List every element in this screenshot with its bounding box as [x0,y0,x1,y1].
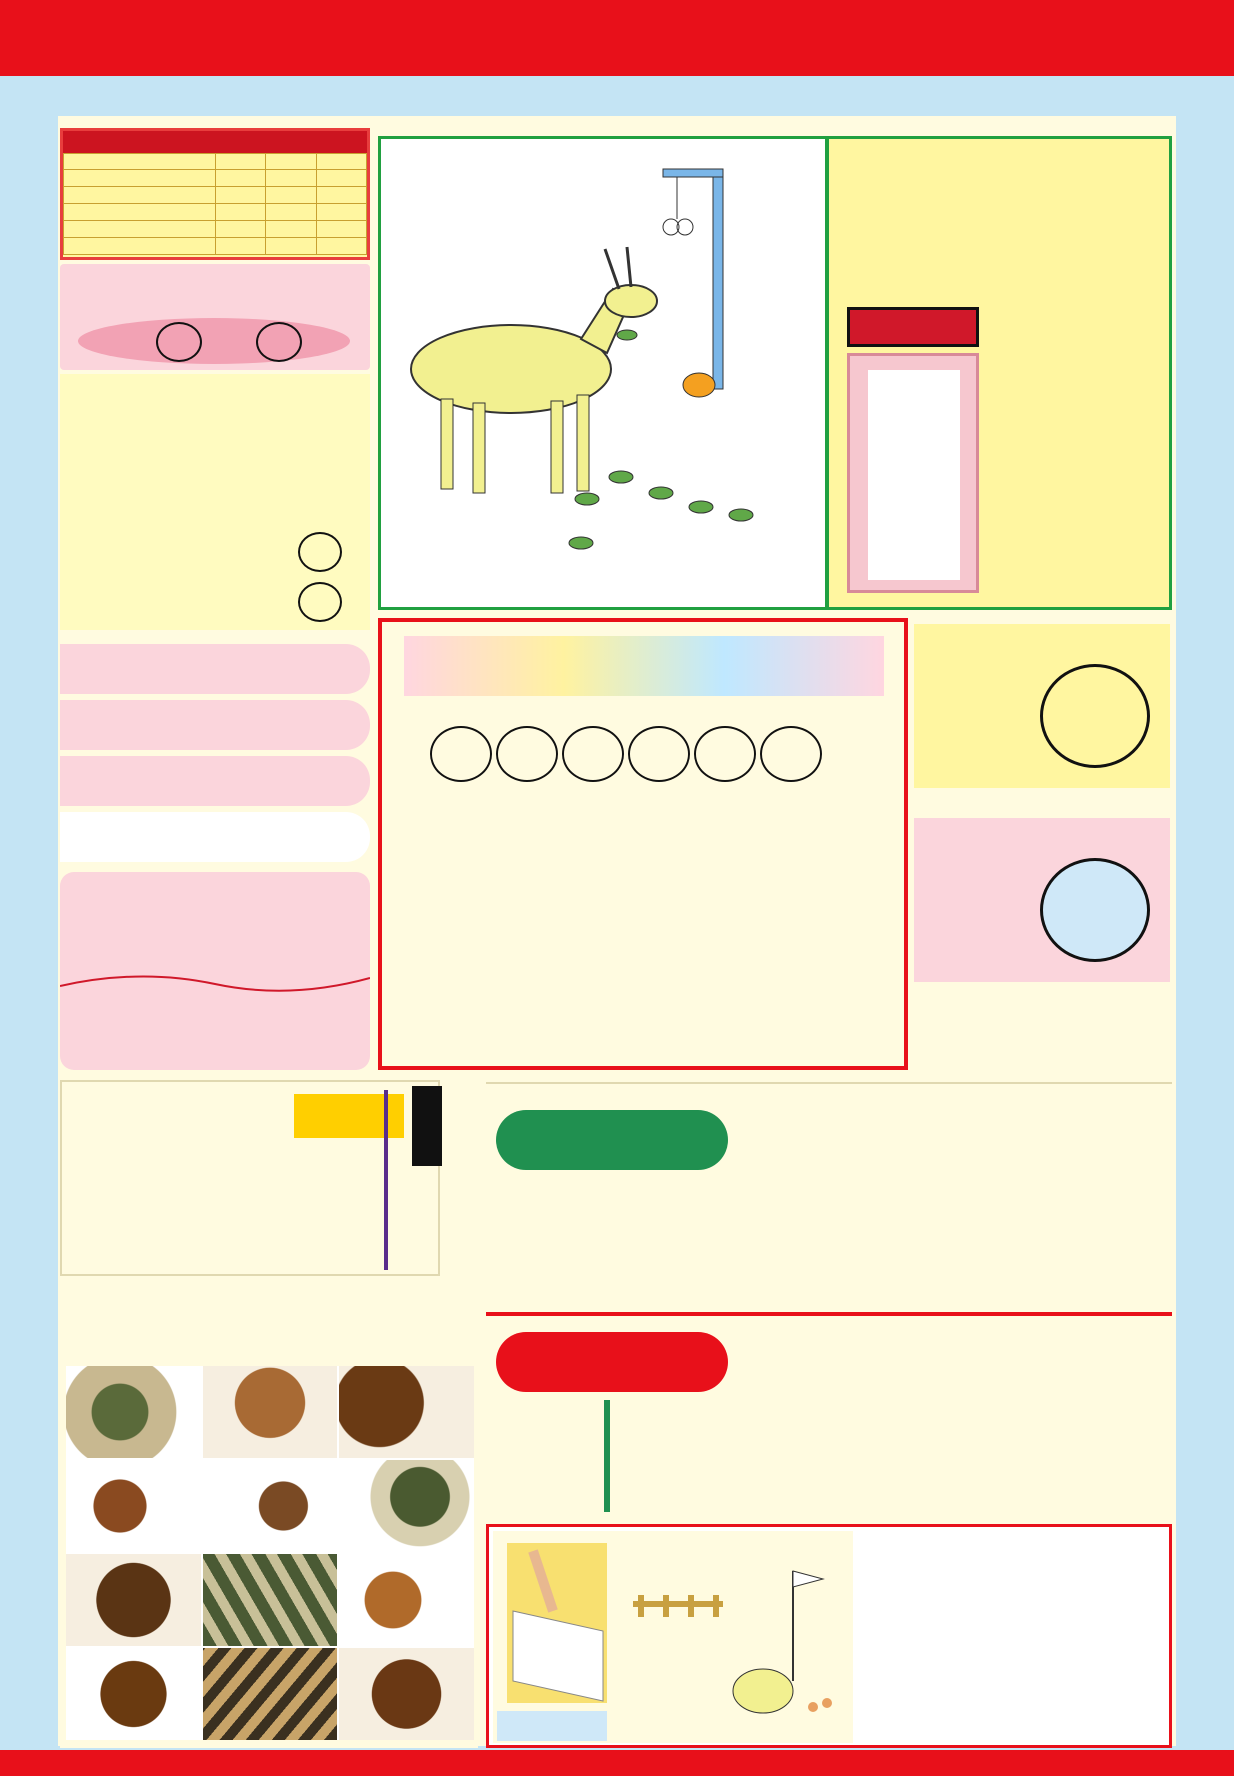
year-count-number [1040,664,1150,768]
provide-cell [316,238,367,255]
riddle-label [497,1711,607,1741]
sticker-label [412,1086,442,1166]
poem-paper [868,370,960,580]
provide-cell [316,204,367,221]
table-header [215,154,266,170]
provide-cell [316,170,367,187]
table-row [64,187,367,204]
hot-cell [215,170,266,187]
parity-hint [914,1018,1170,1076]
puzzle-tile [203,1460,338,1552]
weak-cell [266,221,317,238]
weak-cell [266,187,317,204]
analysis-title [404,636,884,696]
gate-number-table [60,128,370,260]
mystic-panel [60,1080,440,1276]
provide-cell [316,221,367,238]
computer-analysis-panel [378,618,908,1070]
footer-bar [0,1750,1234,1776]
lucky-row [60,756,370,806]
gate-cell [64,187,216,204]
table-header [316,154,367,170]
goat-picture [381,139,825,607]
puzzle-tile [339,1554,474,1646]
puzzle-tile [339,1460,474,1552]
table-row [64,204,367,221]
table-header [64,154,216,170]
year-count-panel [914,818,1170,982]
top-banner-strip [40,80,1190,110]
analysis-number [628,726,690,782]
poem-scroll [847,353,979,593]
cold-hot-panel [60,264,370,370]
year-count-number [1040,858,1150,962]
six-harmony-mystery-panel [826,136,1172,610]
weak-cell [266,204,317,221]
riddle-panel [486,1524,1172,1748]
puzzle-tile [203,1648,338,1740]
analysis-number [694,726,756,782]
provide-number-2 [298,582,342,622]
header-bar [0,0,1234,76]
special-open-divider [604,1400,610,1512]
weak-cell [266,238,317,255]
total-open-label [496,1110,728,1170]
puzzle-tile [66,1648,201,1740]
gate-cell [64,204,216,221]
year-count-panel [914,624,1170,788]
cold-hot-ellipse [78,318,350,364]
puzzle-tile [203,1366,338,1458]
special-number-panel [60,374,370,630]
goat-illustration [378,136,828,610]
right-banner-strip [1190,112,1220,1732]
weak-cell [266,170,317,187]
gate-table [63,153,367,255]
hot-cell [215,204,266,221]
table-row [64,170,367,187]
puzzle-tile [339,1648,474,1740]
table-row [64,221,367,238]
puzzle-grid [66,1366,474,1740]
left-banner-strip [14,112,44,1732]
table-header [266,154,317,170]
gate-cell [64,170,216,187]
special-open-label [496,1332,728,1392]
contribution-panel [60,872,370,1070]
lucky-row [60,700,370,750]
table-row [64,238,367,255]
wave-line [60,968,370,998]
table-title [63,131,367,153]
lucky-row [60,812,370,862]
puzzle-tile [66,1554,201,1646]
cold-hot-number-1 [156,322,202,362]
gate-cell [64,238,216,255]
total-open-panel [486,1082,1172,1308]
hot-cell [215,238,266,255]
analysis-numbers [430,726,826,782]
provide-number-1 [298,532,342,572]
gate-cell [64,221,216,238]
puzzle-tile [66,1366,201,1458]
puzzle-tile [66,1460,201,1552]
provide-cell [316,187,367,204]
seek-code-label [847,307,979,347]
analysis-number [562,726,624,782]
analysis-number [496,726,558,782]
puzzle-tile [339,1366,474,1458]
puzzle-tile [203,1554,338,1646]
hot-cell [215,221,266,238]
cold-hot-number-2 [256,322,302,362]
analysis-number [760,726,822,782]
hot-cell [215,187,266,204]
mystic-divider [384,1090,388,1270]
zodiac-puzzle-panel [60,1286,478,1748]
special-open-panel [486,1312,1172,1516]
lucky-row [60,644,370,694]
analysis-number [430,726,492,782]
